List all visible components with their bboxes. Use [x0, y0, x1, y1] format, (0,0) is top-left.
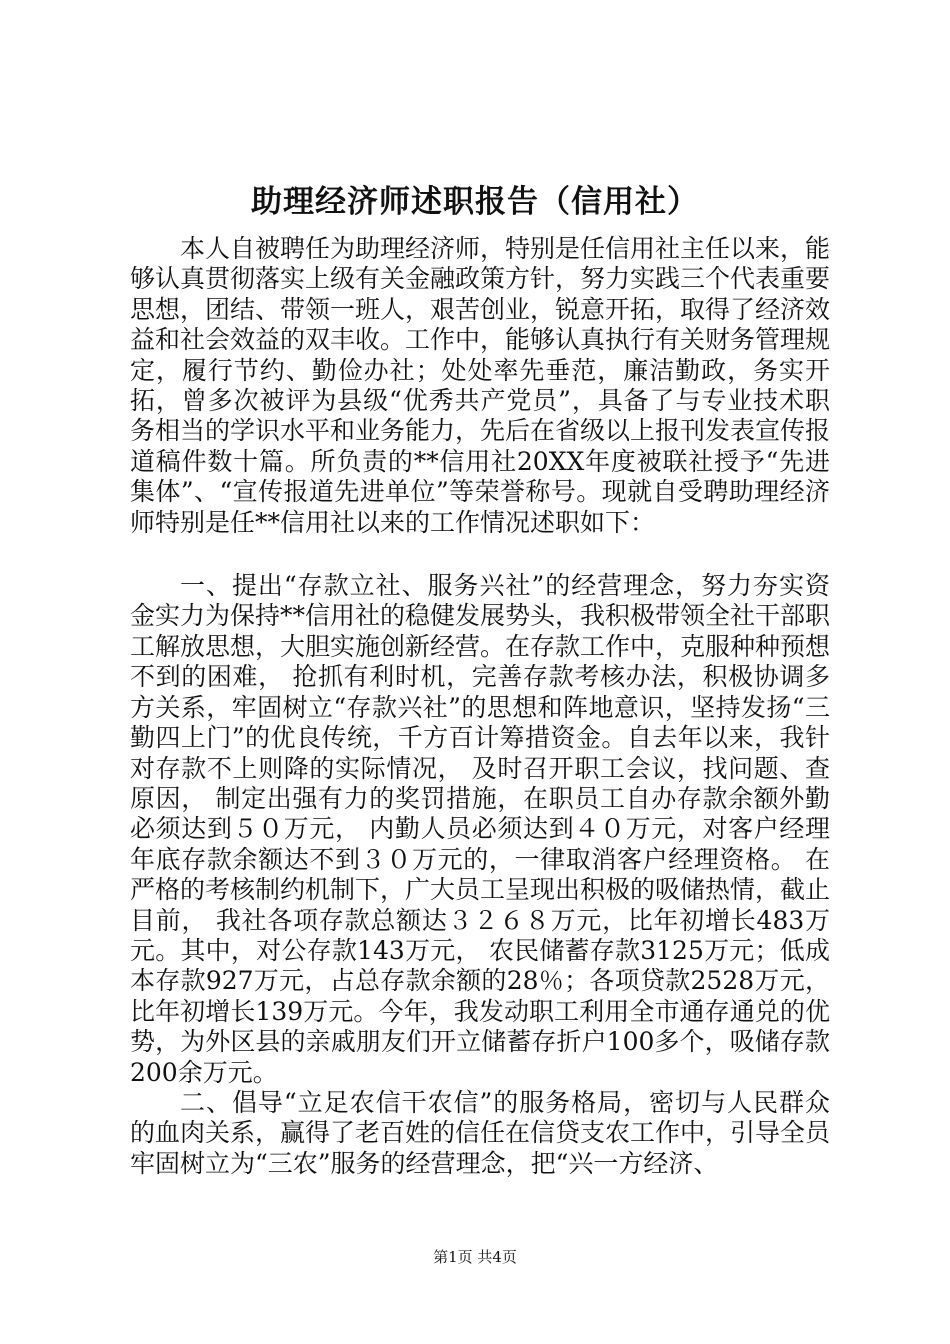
section-one-paragraph: 一、提出“存款立社、服务兴社”的经营理念，努力夯实资金实力为保持**信用社的稳健发展势头，我积极带领全社干部职工解放思想，大胆实施创新经营。在存款工作中，克服种种预想不到的困难， 抢抓有利时机，完善存款考核办法，积极协调多方关系，牢固树立“存款兴社”的思想和阵地意识，坚持发扬“三勤四上门”的优良传统，千方百计筹措资金。自去年以来，我针对存款不上则降的实际情况， 及时召开职工会议，找问题、查原因， 制定出强有力的奖罚措施，在职员工自办存款余额外勤必须达到５０万元， 内勤人员必须达到４０万元，对客户经理年底存款余额达不到３０万元的，一律取消客户经理资格。 在严格的考核制约机制下，广大员工呈现出积极的吸储热情，截止目前， 我社各项存款总额达３２６８万元，比年初增长483万元。其中，对公存款143万元， 农民储蓄存款3125万元；低成本存款927万元，占总存款余额的28％；各项贷款2528万元，比年初增长139万元。今年，我发动职工利用全市通存通兑的优势，为外区县的亲戚朋友们开立储蓄存折户100多个，吸储存款200余万元。 [130, 571, 831, 1087]
intro-paragraph: 本人自被聘任为助理经济师，特别是任信用社主任以来，能够认真贯彻落实上级有关金融政策方针，努力实践三个代表重要思想，团结、带领一班人，艰苦创业，锐意开拓，取得了经济效益和社会效益的双丰收。工作中，能够认真执行有关财务管理规定，履行节约、勤俭办社；处处率先垂范，廉洁勤政，务实开拓，曾多次被评为县级“优秀共产党员”，具备了与专业技术职务相当的学识水平和业务能力，先后在省级以上报刊发表宣传报道稿件数十篇。所负责的**信用社20XX年度被联社授予“先进集体”、“宣传报道先进单位”等荣誉称号。现就自受聘助理经济师特别是任**信用社以来的工作情况述职如下： [130, 234, 831, 537]
page-footer: 第1页 共4页 [433, 1248, 517, 1266]
document-body [130, 234, 830, 1179]
section-two-paragraph: 二、倡导“立足农信干农信”的服务格局，密切与人民群众的血肉关系，赢得了老百姓的信任在信贷支农工作中，引导全员牢固树立为“三农”服务的经营理念，把“兴一方经济、 [130, 1087, 831, 1178]
document-title: 助理经济师述职报告（信用社） [251, 184, 699, 220]
paragraph-spacer [130, 538, 830, 571]
